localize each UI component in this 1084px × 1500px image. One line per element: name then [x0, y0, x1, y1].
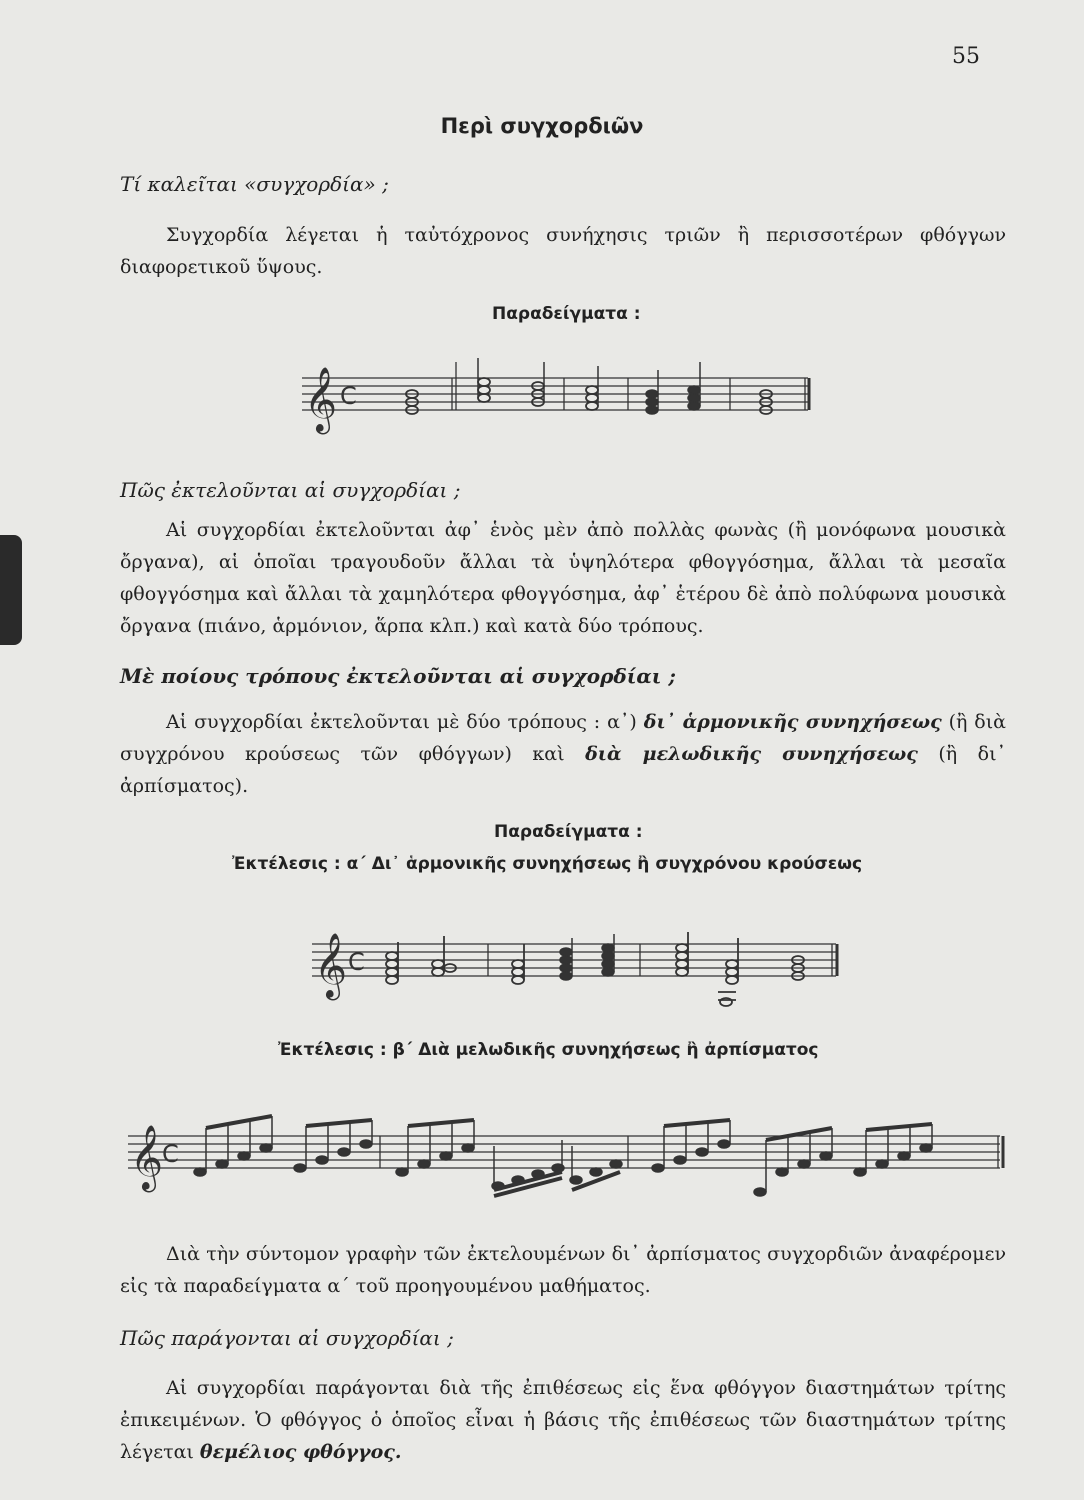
question-2: Πῶς ἐκτελοῦνται αἱ συγχορδίαι ; — [120, 478, 461, 502]
scan-binding-shadow — [0, 535, 22, 645]
time-signature: C — [348, 948, 365, 976]
time-signature: C — [162, 1140, 179, 1168]
paragraph-3-text-2: (ἢ διὰ συγχρόνου κρούσεως τῶν φθόγγων) καὶ — [120, 711, 1006, 765]
paragraph-4 — [120, 1238, 1006, 1302]
examples-label-2: Παραδείγματα : — [494, 822, 643, 842]
fundamental-note-term: θεμέλιος φθόγγος. — [199, 1441, 402, 1463]
treble-clef-icon: 𝄞 — [130, 1125, 164, 1190]
paragraph-5 — [120, 1372, 1006, 1468]
paragraph-3-text-1: Αἱ συγχορδίαι ἐκτελοῦνται μὲ δύο τρόπους : α᾽) — [166, 711, 644, 733]
question-4: Πῶς παράγονται αἱ συγχορδίαι ; — [120, 1326, 454, 1350]
time-signature: C — [340, 382, 357, 410]
paragraph-1-text: Συγχορδία λέγεται ἡ ταὐτόχρονος συνήχησις τριῶν ἢ περισσοτέρων φθόγγων διαφορετικοῦ ὕψους. — [120, 224, 1006, 278]
paragraph-2 — [120, 514, 1006, 642]
question-3 — [120, 664, 676, 688]
paragraph-5-text: Αἱ συγχορδίαι παράγονται διὰ τῆς ἐπιθέσεως εἰς ἕνα φθόγγον διαστημάτων τρίτης ἐπικειμένων. Ὁ φθόγγος ὁ ὁποῖος εἶναι ἡ βάσις τῆς ἐπιθέσεως τῶν διαστημάτων τρίτης λέγεται — [120, 1377, 1006, 1463]
music-staff-arpeggio — [128, 1106, 1006, 1202]
page-number: 55 — [952, 44, 980, 69]
paragraph-3 — [120, 706, 1006, 802]
paragraph-2-text: Αἱ συγχορδίαι ἐκτελοῦνται ἀφ᾽ ἑνὸς μὲν ἀπὸ πολλὰς φωνὰς (ἢ μονόφωνα μουσικὰ ὄργανα), αἱ ὁποῖαι τραγουδοῦν ἄλλαι τὰ ὑψηλότερα φθογγόσημα, ἄλλαι τὰ μεσαῖα φθογγόσημα καὶ ἄλλαι τὰ χαμηλότερα φθογγόσημα, ἀφ᾽ ἑτέρου δὲ ἀπὸ πολύφωνα μουσικὰ ὄργανα (πιάνο, ἁρμόνιον, ἅρπα κλπ.) καὶ κατὰ δύο τρόπους. — [120, 519, 1006, 637]
execution-b-label: Ἐκτέλεσις : β΄ Διὰ μελωδικῆς συνηχήσεως ἢ ἀρπίσματος — [278, 1040, 819, 1060]
question-1: Τί καλεῖται «συγχορδία» ; — [120, 172, 389, 196]
treble-clef-icon: 𝄞 — [304, 367, 338, 432]
treble-clef-icon: 𝄞 — [314, 933, 348, 998]
section-title: Περὶ συγχορδιῶν — [440, 114, 644, 138]
melodic-term: διὰ μελωδικῆς συνηχήσεως — [585, 743, 918, 765]
paragraph-3-text-3: (ἢ δι᾽ ἀρπίσματος). — [120, 743, 1007, 797]
music-staff-chords-1 — [302, 352, 814, 438]
paragraph-4-text: Διὰ τὴν σύντομον γραφὴν τῶν ἐκτελουμένων δι᾽ ἀρπίσματος συγχορδιῶν ἀναφέρομεν εἰς τὰ παραδείγματα α΄ τοῦ προηγουμένου μαθήματος. — [120, 1243, 1006, 1297]
paragraph-1 — [120, 219, 1006, 283]
execution-a-label: Ἐκτέλεσις : α΄ Δι᾽ ἁρμονικῆς συνηχήσεως ἢ συγχρόνου κρούσεως — [232, 854, 863, 874]
examples-label-1: Παραδείγματα : — [492, 304, 641, 324]
harmonic-term: δι᾽ ἁρμονικῆς συνηχήσεως — [643, 711, 942, 733]
question-3-text: Μὲ ποίους τρόπους ἐκτελοῦνται αἱ συγχορδίαι ; — [120, 664, 676, 688]
music-staff-harmonic — [312, 920, 842, 1012]
